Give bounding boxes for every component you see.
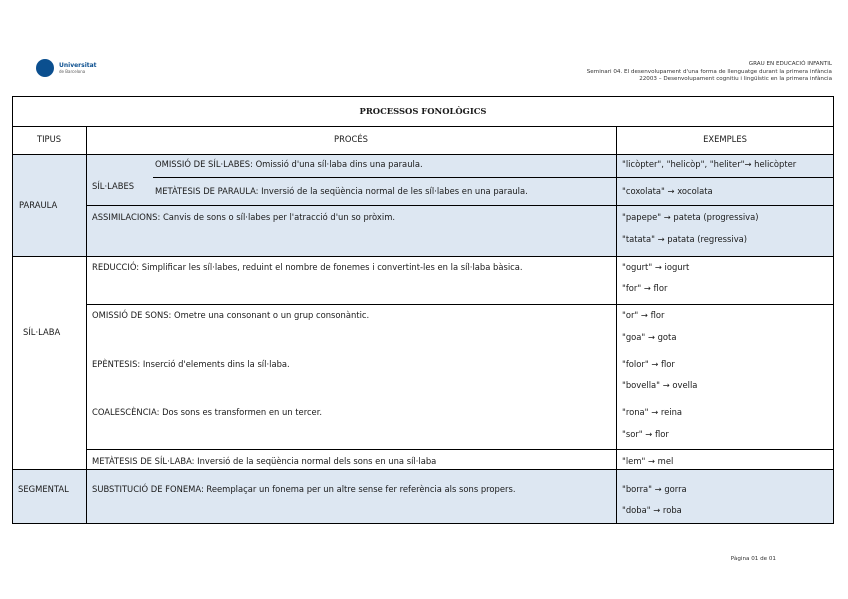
- page-number: Pàgina 01 de 01: [730, 556, 776, 562]
- tipus-segmental: SEGMENTAL: [18, 484, 69, 494]
- process-substitucio: SUBSTITUCIÓ DE FONEMA: Reemplaçar un fonema per un altre sense fer referència als sons propers.: [92, 484, 516, 494]
- example-epentesi-1: "folor" → flor: [622, 359, 675, 369]
- divider: [86, 205, 833, 206]
- example-epentesi-2: "bovella" → ovella: [622, 380, 698, 390]
- process-metatesi-paraula: METÀTESIS DE PARAULA: Inversió de la seqüència normal de les síl·labes en una paraula.: [155, 186, 528, 196]
- process-omissio-sons: OMISSIÓ DE SONS: Ometre una consonant o un grup consonàntic.: [92, 310, 370, 320]
- process-epentesi: EPÈNTESIS: Inserció d'elements dins la síl·laba.: [92, 359, 290, 369]
- divider: [86, 126, 87, 523]
- sillabes-sublabel: SÍL·LABES: [92, 181, 135, 191]
- phonological-processes-table: [12, 96, 834, 524]
- header-tipus: TIPUS: [36, 134, 62, 144]
- tipus-sillaba: SÍL·LABA: [23, 327, 61, 337]
- university-logo: [36, 59, 97, 77]
- example-metatesi-paraula: "coxolata" → xocolata: [622, 186, 713, 196]
- header-exemples: EXEMPLES: [703, 134, 747, 144]
- example-substitucio-1: "borra" → gorra: [622, 484, 687, 494]
- course-line: 22003 – Desenvolupament cognitiu i lingüístic en la primera infància: [639, 76, 832, 82]
- logo-name: Universitat: [59, 62, 97, 69]
- divider: [13, 256, 833, 257]
- university-seal-icon: [36, 59, 54, 77]
- process-coalescencia: COALESCÈNCIA: Dos sons es transformen en un tercer.: [92, 407, 323, 417]
- example-reduccio-1: "ogurt" → iogurt: [622, 262, 690, 272]
- divider: [13, 154, 833, 155]
- header-proces: PROCÉS: [334, 134, 368, 144]
- logo-text: [59, 62, 97, 74]
- example-assimilacions-2: "tatata" → patata (regressiva): [622, 234, 748, 244]
- example-metatesi-sillaba: "lem" → mel: [622, 456, 674, 466]
- example-coalescencia-1: "rona" → reina: [622, 407, 683, 417]
- logo-subtitle: de Barcelona: [59, 69, 86, 74]
- example-coalescencia-2: "sor" → flor: [622, 429, 669, 439]
- table-title: PROCESSOS FONOLÒGICS: [359, 106, 487, 116]
- example-omissio-sons-2: "goa" → gota: [622, 332, 677, 342]
- example-omissio-sons-1: "or" → flor: [622, 310, 665, 320]
- segmental-row-shade: [13, 469, 833, 523]
- divider: [616, 126, 617, 523]
- seminar-line: Seminari 04. El desenvolupament d'una forma de llenguatge durant la primera infància: [586, 68, 832, 75]
- divider: [13, 126, 833, 127]
- divider: [86, 449, 833, 450]
- tipus-paraula: PARAULA: [19, 200, 58, 210]
- document-header: [587, 61, 832, 84]
- process-metatesi-sillaba: METÀTESIS DE SÍL·LABA: Inversió de la seqüència normal dels sons en una síl·laba: [92, 456, 437, 466]
- process-reduccio: REDUCCIÓ: Simplificar les síl·labes, reduint el nombre de fonemes i convertint-les en la síl·laba bàsica.: [92, 262, 523, 272]
- degree-line: GRAU EN EDUCACIÓ INFANTIL: [748, 61, 832, 67]
- example-omissio-sillabes: "licòpter", "helicòp", "heliter"→ helicòpter: [622, 159, 797, 169]
- process-omissio-sillabes: OMISSIÓ DE SÍL·LABES: Omissió d'una síl·laba dins una paraula.: [155, 159, 423, 169]
- example-assimilacions-1: "papepe" → pateta (progressiva): [622, 212, 759, 222]
- divider: [153, 177, 833, 178]
- divider: [86, 304, 833, 305]
- divider: [13, 469, 833, 470]
- process-assimilacions: ASSIMILACIONS: Canvis de sons o síl·labes per l'atracció d'un so pròxim.: [92, 212, 396, 222]
- example-substitucio-2: "doba" → roba: [622, 505, 682, 515]
- example-reduccio-2: "for" → flor: [622, 283, 668, 293]
